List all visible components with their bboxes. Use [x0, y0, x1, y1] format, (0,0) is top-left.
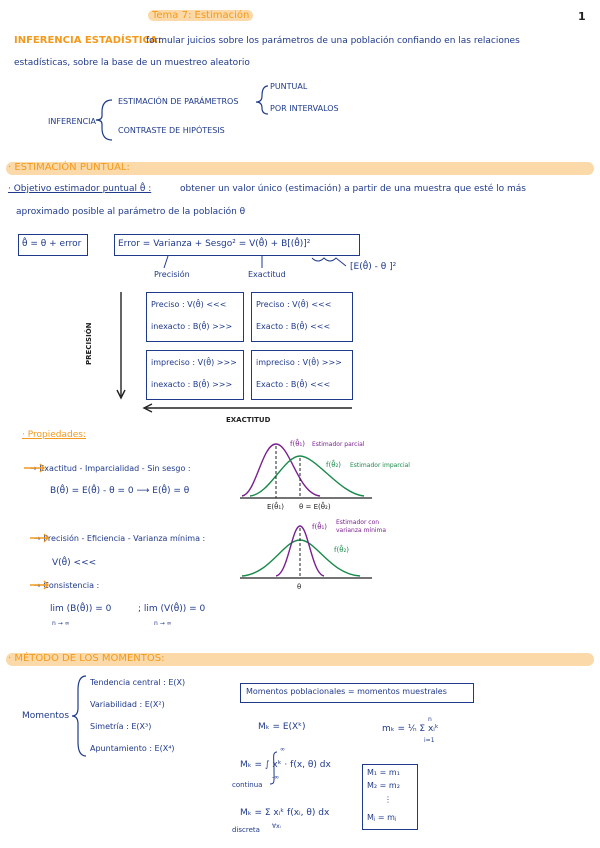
- discreta-label: discreta: [232, 826, 260, 834]
- discreta-formula: Mₖ = Σ xᵢᵏ f(xᵢ, θ) dx: [240, 808, 330, 818]
- prop3-formula-b: ; lim (V(θ̂)) = 0: [138, 604, 206, 614]
- g2-f1-desc: Estimador con: [336, 519, 380, 526]
- mk-formula: mₖ = ¹⁄ₙ Σ xᵢᵏ: [382, 724, 439, 734]
- page-number: 1: [578, 10, 586, 23]
- label-precision: Precisión: [154, 270, 190, 279]
- eq2: Error = Varianza + Sesgo² = V(θ̂) + B[(θ̂)]²: [118, 239, 311, 249]
- section-heading-puntual: · ESTIMACIÓN PUNTUAL:: [8, 162, 130, 173]
- intro-line2: estadísticas, sobre la base de un muestreo aleatorio: [14, 58, 250, 68]
- prop2-formula: V(θ̂) <<<: [52, 558, 97, 568]
- prop3-arrow: [30, 581, 48, 589]
- continua-sup: ∞: [280, 746, 285, 753]
- matrix-row-3: ⋮: [384, 795, 392, 804]
- grid-c2-l1: Preciso : V(θ̂) <<<: [256, 300, 332, 309]
- momento-item-4: Apuntamiento : E(X⁴): [90, 744, 175, 753]
- grid-c3-l2: inexacto : B(θ̂) >>>: [151, 380, 233, 389]
- prop3-sub-b: n → ∞: [154, 620, 172, 627]
- g2-curve-2: [242, 540, 360, 576]
- g1-x1: E(θ̂₁): [267, 503, 284, 511]
- prop1-title: → Exactitud - Imparcialidad - Sin sesgo :: [30, 464, 191, 473]
- tree-root: INFERENCIA: [48, 117, 97, 126]
- g2-x1: θ: [297, 583, 302, 591]
- wavy-arrow: [312, 258, 346, 266]
- mk-sub: i=1: [424, 737, 435, 744]
- discreta-sub: ∀xᵢ: [272, 823, 281, 830]
- matrix-row-2: M₂ = m₂: [367, 781, 400, 790]
- tree-leaf-intervalos: POR INTERVALOS: [270, 104, 339, 113]
- label-exactitud: Exactitud: [248, 270, 286, 279]
- g1-curve-imparcial: [250, 456, 364, 496]
- eq1: θ̂ = θ + error: [22, 239, 82, 249]
- g2-f1: f(θ̂₁): [312, 523, 328, 531]
- tree-brace-small: [256, 86, 268, 114]
- tree-branch-estimacion: ESTIMACIÓN DE PARÁMETROS: [118, 97, 239, 106]
- grid-c4-l2: Exacto : B(θ̂) <<<: [256, 380, 331, 389]
- prop3-title: → Consistencia :: [34, 581, 100, 590]
- grid-c1-l1: Preciso : V(θ̂) <<<: [151, 300, 227, 309]
- g2-f2: f(θ̂₂): [334, 546, 350, 554]
- momentos-equality: Momentos poblacionales = momentos muestrales: [246, 687, 447, 696]
- matrix-row-1: M₁ = m₁: [367, 768, 400, 777]
- g1-f1: f(θ̂₁): [290, 440, 306, 448]
- continua-label: continua: [232, 781, 263, 789]
- momentos-brace: [72, 676, 86, 756]
- Mk-formula: Mₖ = E(Xᵏ): [258, 722, 306, 732]
- objective-label: · Objetivo estimador puntual θ̂ :: [8, 184, 152, 194]
- prop3-formula-a: lim (B(θ̂)) = 0: [50, 604, 112, 614]
- continua-formula: Mₖ = ∫ xᵏ · f(x, θ) dx: [240, 760, 331, 770]
- matrix-row-4: Mⱼ = mⱼ: [367, 813, 397, 822]
- prop2-title: → Precisión - Eficiencia - Varianza mínima :: [34, 534, 206, 543]
- props-heading: · Propiedades:: [22, 430, 86, 440]
- prop1-formula: B(θ̂) = E(θ̂) - θ = 0 ⟶ E(θ̂) = θ: [50, 486, 190, 496]
- grid-c1-l2: inexacto : B(θ̂) >>>: [151, 322, 233, 331]
- integral-sign: [270, 752, 280, 784]
- grid-c3-l1: impreciso : V(θ̂) >>>: [151, 358, 237, 367]
- axis-precision-label: PRECISIÓN: [85, 322, 93, 365]
- section-heading-momentos: · MÉTODO DE LOS MOMENTOS:: [8, 653, 165, 664]
- g1-x2: θ = E(θ̂₂): [299, 503, 331, 511]
- momentos-root: Momentos: [22, 711, 70, 721]
- prop3-sub-a: n → ∞: [52, 620, 70, 627]
- g1-f2-desc: Estimador imparcial: [350, 462, 410, 469]
- prop2-arrow: [30, 534, 48, 542]
- momento-item-3: Simetría : E(X³): [90, 722, 152, 731]
- grid-c2-l2: Exacto : B(θ̂) <<<: [256, 322, 331, 331]
- axis-exactitud-label: EXACTITUD: [226, 416, 271, 424]
- g1-f1-desc: Estimador parcial: [312, 441, 365, 448]
- grid-c4-l1: impreciso : V(θ̂) >>>: [256, 358, 342, 367]
- mk-sup: n: [428, 716, 432, 723]
- arrow-precision: [164, 256, 168, 268]
- momento-item-1: Tendencia central : E(X): [90, 678, 186, 687]
- objective-line2: aproximado posible al parámetro de la población θ: [16, 207, 246, 217]
- g2-f1-desc2: varianza mínima: [336, 527, 387, 534]
- momento-item-2: Variabilidad : E(X²): [90, 700, 165, 709]
- objective-text: obtener un valor único (estimación) a partir de una muestra que esté lo más: [180, 184, 526, 194]
- g1-f2: f(θ̂₂): [326, 461, 342, 469]
- page-title: Tema 7: Estimación: [148, 10, 253, 21]
- tree-brace: [96, 100, 112, 140]
- tree-leaf-puntual: PUNTUAL: [270, 82, 308, 91]
- tree-branch-contraste: CONTRASTE DE HIPÓTESIS: [118, 126, 225, 135]
- intro-line1: formular juicios sobre los parámetros de una población confiando en las relaciones: [146, 36, 520, 46]
- continua-sub: -∞: [272, 774, 280, 781]
- prop1-arrow: [24, 464, 44, 472]
- intro-term: INFERENCIA ESTADÍSTICA:: [14, 35, 162, 46]
- eq3: [E(θ̂) - θ ]²: [350, 262, 397, 272]
